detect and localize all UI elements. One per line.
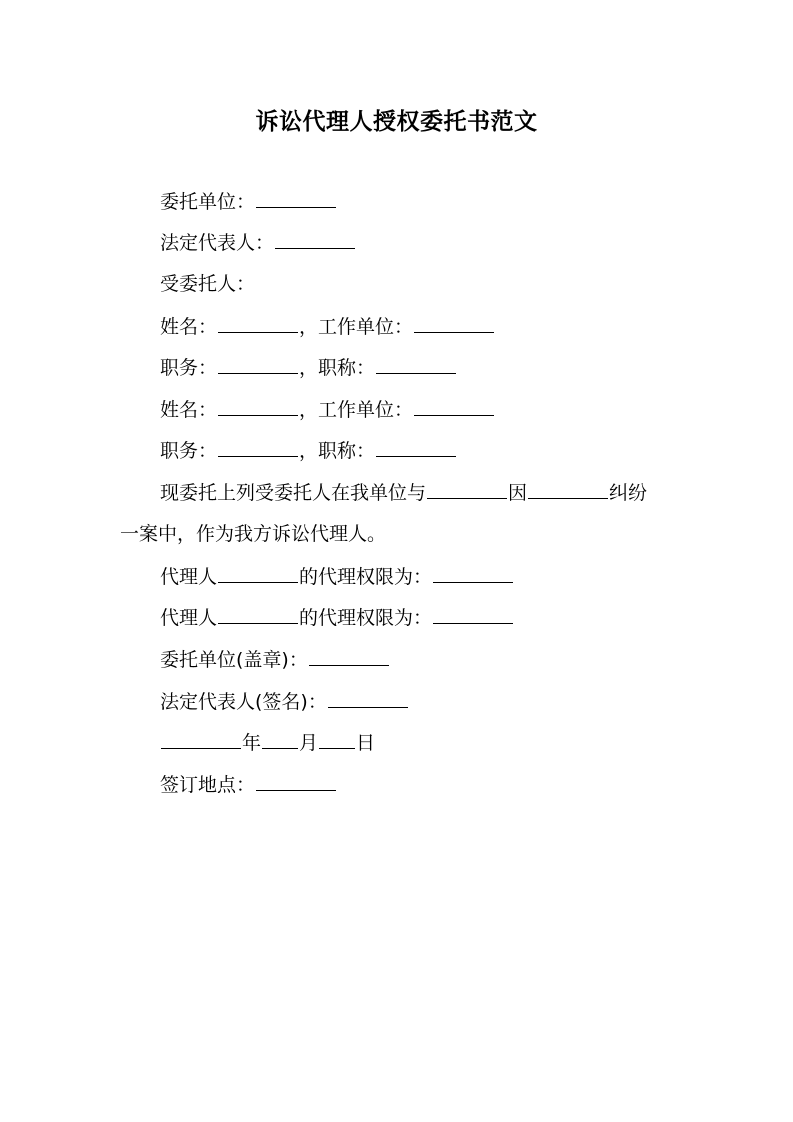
day-blank[interactable] [319, 729, 355, 749]
agent2-position-blank[interactable] [218, 437, 298, 457]
opposing-party-blank[interactable] [427, 479, 507, 499]
entrust-text-b: 因 [508, 482, 528, 504]
place-label: 签订地点： [160, 774, 256, 796]
agent1-name-line [160, 313, 495, 340]
agent2-name-line [160, 396, 495, 423]
agent1-blank[interactable] [218, 563, 298, 583]
document-title: 诉讼代理人授权委托书范文 [255, 109, 538, 135]
agent1-scope-line [160, 563, 514, 590]
legal-rep-label: 法定代表人： [160, 232, 275, 254]
signature-blank[interactable] [328, 688, 408, 708]
agent2-scope-line [160, 604, 514, 631]
work-unit-label: ，工作单位： [299, 399, 414, 421]
date-line [160, 729, 375, 756]
signature-line [160, 688, 409, 715]
position-label: 职务： [160, 440, 218, 462]
agent2-position-line [160, 437, 457, 464]
legal-rep-blank[interactable] [275, 229, 355, 249]
agents-label: 受委托人： [160, 273, 256, 295]
agent1-scope-blank[interactable] [433, 563, 513, 583]
place-line [160, 771, 337, 798]
agent1-position-blank[interactable] [218, 354, 298, 374]
position-label: 职务： [160, 357, 218, 379]
client-unit-blank[interactable] [256, 188, 336, 208]
agent-label: 代理人 [160, 566, 218, 588]
entrust-text-c: 纠纷 [609, 482, 648, 504]
agent-scope-label: 的代理权限为： [299, 566, 433, 588]
agent2-work-unit-blank[interactable] [414, 396, 494, 416]
entrust-continuation-text: 一案中，作为我方诉讼代理人。 [120, 523, 387, 545]
legal-rep-line [160, 229, 356, 256]
agent1-name-blank[interactable] [218, 313, 298, 333]
title-rank-label: ，职称： [299, 440, 376, 462]
agent2-name-blank[interactable] [218, 396, 298, 416]
title-rank-label: ，职称： [299, 357, 376, 379]
signature-label: 法定代表人(签名)： [160, 691, 327, 713]
entrust-line [160, 479, 647, 506]
work-unit-label: ，工作单位： [299, 316, 414, 338]
place-blank[interactable] [256, 771, 336, 791]
agent2-blank[interactable] [218, 604, 298, 624]
agent-scope-label: 的代理权限为： [299, 607, 433, 629]
year-blank[interactable] [161, 729, 241, 749]
day-label: 日 [356, 732, 376, 754]
year-label: 年 [242, 732, 262, 754]
client-unit-line [160, 188, 337, 215]
seal-line [160, 646, 390, 673]
agent1-position-line [160, 354, 457, 381]
agent2-scope-blank[interactable] [433, 604, 513, 624]
agents-heading-line [160, 271, 255, 297]
client-unit-label: 委托单位： [160, 191, 256, 213]
agent1-title-blank[interactable] [376, 354, 456, 374]
seal-blank[interactable] [309, 646, 389, 666]
seal-label: 委托单位(盖章)： [160, 649, 308, 671]
agent-label: 代理人 [160, 607, 218, 629]
agent1-work-unit-blank[interactable] [414, 313, 494, 333]
name-label: 姓名： [160, 316, 218, 338]
name-label: 姓名： [160, 399, 218, 421]
month-blank[interactable] [262, 729, 298, 749]
agent2-title-blank[interactable] [376, 437, 456, 457]
month-label: 月 [299, 732, 319, 754]
dispute-cause-blank[interactable] [528, 479, 608, 499]
entrust-continuation-line [120, 521, 386, 547]
entrust-text-a: 现委托上列受委托人在我单位与 [160, 482, 427, 504]
